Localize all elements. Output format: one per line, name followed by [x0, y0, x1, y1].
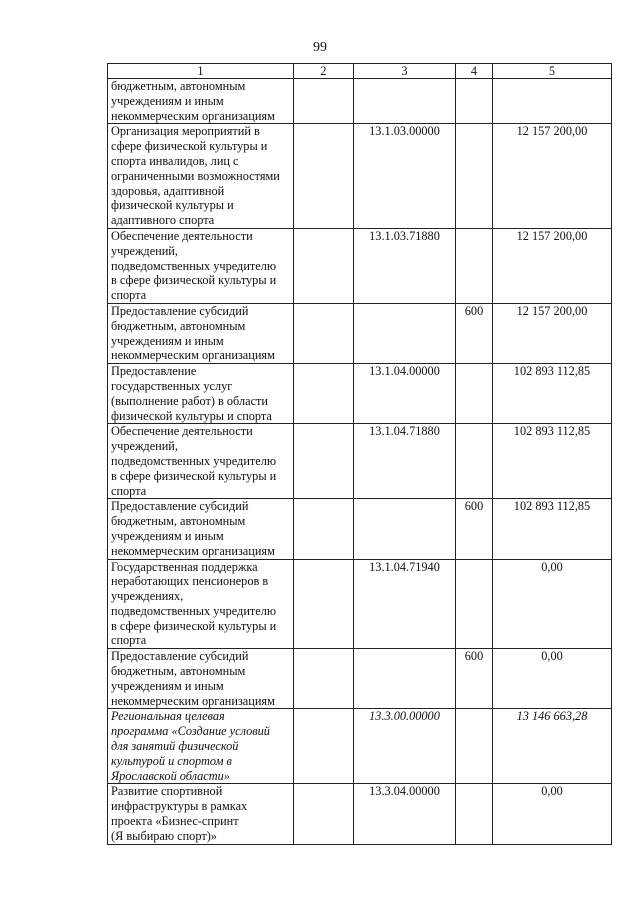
- budget-table: [107, 63, 612, 845]
- row-name-cell: Предоставление субсидий бюджетным, автономным учреждениям и иным некоммерческим организациям: [108, 499, 294, 559]
- row-amount-cell: 0,00: [493, 649, 612, 709]
- row-code-cell: [354, 649, 456, 709]
- row-code-cell: [354, 499, 456, 559]
- row-type-cell: 600: [456, 499, 493, 559]
- row-amount-cell: 12 157 200,00: [493, 228, 612, 303]
- table-row: [108, 303, 612, 363]
- table-row: [108, 424, 612, 499]
- row-type-cell: [456, 364, 493, 424]
- column-header: 4: [456, 64, 493, 79]
- row-empty-cell: [294, 709, 354, 784]
- row-code-cell: 13.3.00.00000: [354, 709, 456, 784]
- row-empty-cell: [294, 559, 354, 649]
- row-empty-cell: [294, 303, 354, 363]
- row-empty-cell: [294, 124, 354, 229]
- row-name-cell: Государственная поддержка неработающих пенсионеров в учреждениях, подведомственных учредителю в сфере физической культуры и спорта: [108, 559, 294, 649]
- row-name-cell: Предоставление субсидий бюджетным, автономным учреждениям и иным некоммерческим организациям: [108, 649, 294, 709]
- row-amount-cell: 102 893 112,85: [493, 424, 612, 499]
- row-code-cell: 13.1.03.71880: [354, 228, 456, 303]
- table-row: [108, 79, 612, 124]
- column-header: 5: [493, 64, 612, 79]
- row-type-cell: [456, 124, 493, 229]
- row-empty-cell: [294, 364, 354, 424]
- row-amount-cell: 0,00: [493, 559, 612, 649]
- row-type-cell: [456, 79, 493, 124]
- column-header: 3: [354, 64, 456, 79]
- table-row: [108, 228, 612, 303]
- row-code-cell: 13.1.04.71880: [354, 424, 456, 499]
- table-row: [108, 709, 612, 784]
- row-amount-cell: 0,00: [493, 784, 612, 844]
- table-row: [108, 124, 612, 229]
- row-code-cell: 13.1.04.71940: [354, 559, 456, 649]
- row-amount-cell: 12 157 200,00: [493, 124, 612, 229]
- row-empty-cell: [294, 79, 354, 124]
- row-amount-cell: 102 893 112,85: [493, 499, 612, 559]
- table-row: [108, 784, 612, 844]
- row-name-cell: Организация мероприятий в сфере физической культуры и спорта инвалидов, лиц с ограниченными возможностями здоровья, адаптивной физической культуры и адаптивного спорта: [108, 124, 294, 229]
- page-number: 99: [313, 40, 327, 55]
- row-name-cell: Обеспечение деятельности учреждений, подведомственных учредителю в сфере физической культуры и спорта: [108, 424, 294, 499]
- row-empty-cell: [294, 784, 354, 844]
- row-type-cell: 600: [456, 303, 493, 363]
- row-code-cell: [354, 303, 456, 363]
- table-row: [108, 649, 612, 709]
- row-code-cell: [354, 79, 456, 124]
- row-type-cell: [456, 784, 493, 844]
- table-row: [108, 499, 612, 559]
- row-name-cell: Региональная целевая программа «Создание условий для занятий физической культурой и спортом в Ярославской области»: [108, 709, 294, 784]
- row-type-cell: [456, 709, 493, 784]
- row-empty-cell: [294, 424, 354, 499]
- row-amount-cell: 13 146 663,28: [493, 709, 612, 784]
- column-header: 1: [108, 64, 294, 79]
- row-type-cell: [456, 424, 493, 499]
- row-name-cell: Предоставление субсидий бюджетным, автономным учреждениям и иным некоммерческим организациям: [108, 303, 294, 363]
- row-code-cell: 13.1.04.00000: [354, 364, 456, 424]
- row-name-cell: бюджетным, автономным учреждениям и иным некоммерческим организациям: [108, 79, 294, 124]
- row-type-cell: 600: [456, 649, 493, 709]
- row-type-cell: [456, 559, 493, 649]
- row-code-cell: 13.3.04.00000: [354, 784, 456, 844]
- row-amount-cell: [493, 79, 612, 124]
- row-name-cell: Обеспечение деятельности учреждений, подведомственных учредителю в сфере физической культуры и спорта: [108, 228, 294, 303]
- row-empty-cell: [294, 228, 354, 303]
- row-name-cell: Развитие спортивной инфраструктуры в рамках проекта «Бизнес-спринт (Я выбираю спорт)»: [108, 784, 294, 844]
- row-amount-cell: 102 893 112,85: [493, 364, 612, 424]
- column-header: 2: [294, 64, 354, 79]
- table-header-row: [108, 64, 612, 79]
- row-name-cell: Предоставление государственных услуг (выполнение работ) в области физической культуры и спорта: [108, 364, 294, 424]
- row-type-cell: [456, 228, 493, 303]
- table-body: [108, 79, 612, 845]
- row-empty-cell: [294, 649, 354, 709]
- table-row: [108, 364, 612, 424]
- row-amount-cell: 12 157 200,00: [493, 303, 612, 363]
- row-empty-cell: [294, 499, 354, 559]
- row-code-cell: 13.1.03.00000: [354, 124, 456, 229]
- table-row: [108, 559, 612, 649]
